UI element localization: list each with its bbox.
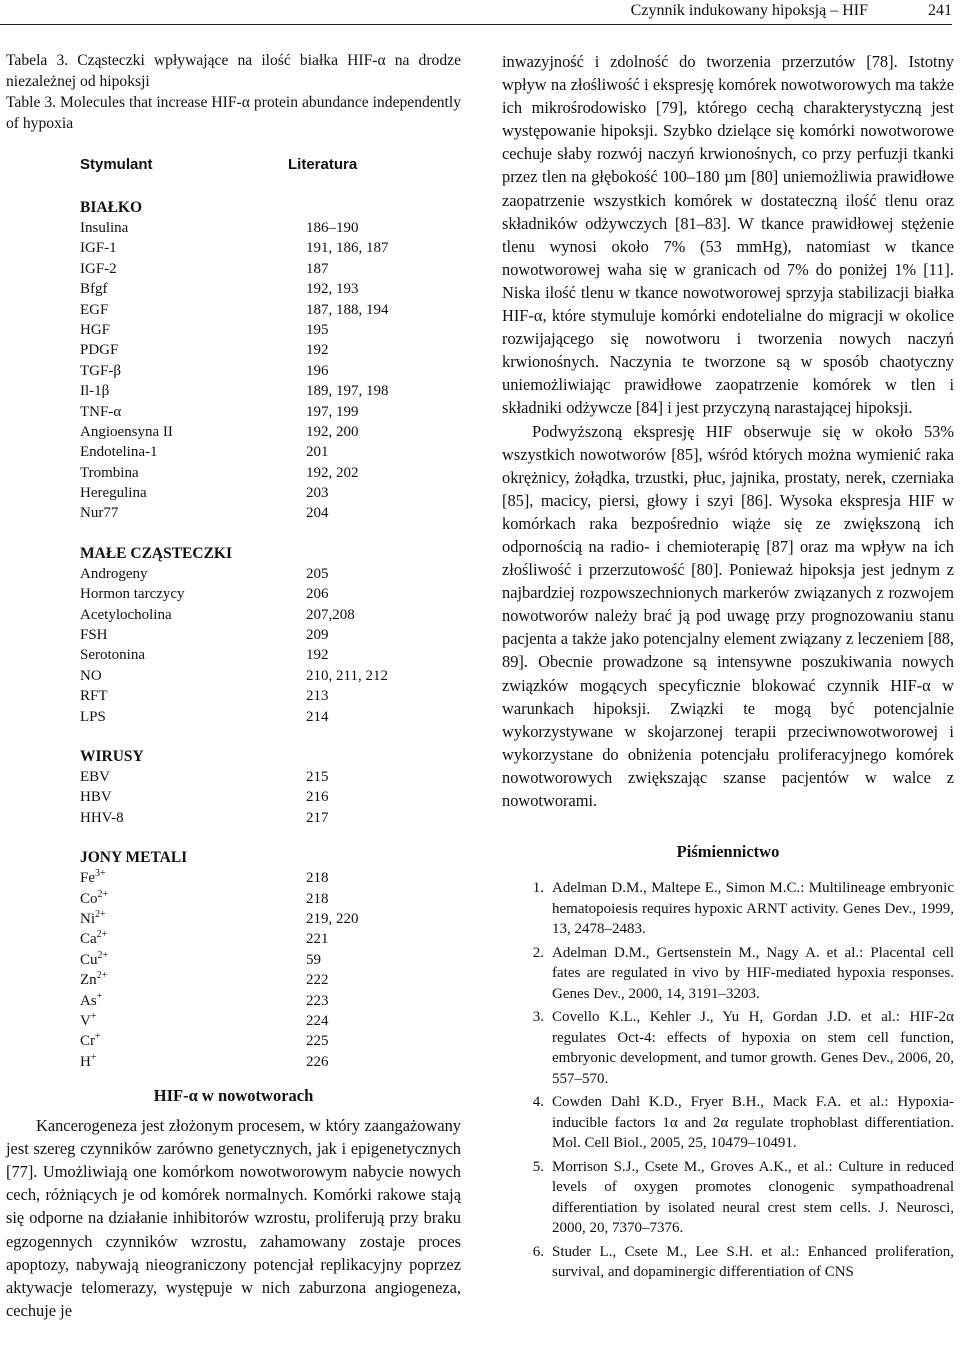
stimulant-cell — [80, 340, 306, 360]
stimulant-cell — [80, 929, 306, 949]
table-row — [80, 503, 440, 523]
table-section — [80, 197, 440, 524]
stimulant-name: TGF-β — [80, 362, 121, 379]
table-row — [80, 442, 440, 462]
table-row — [80, 422, 440, 442]
stimulant-cell — [80, 889, 306, 909]
table-row — [80, 1052, 440, 1072]
table-row — [80, 402, 440, 422]
table-row — [80, 483, 440, 503]
literature-cell: 210, 211, 212 — [306, 667, 388, 684]
table-row — [80, 218, 440, 238]
reference-item — [502, 1092, 954, 1154]
literature-cell: 218 — [306, 870, 329, 887]
literature-cell: 206 — [306, 586, 329, 603]
reference-number: 3. — [532, 1009, 544, 1026]
stimulant-name: HBV — [80, 789, 112, 806]
table-row — [80, 666, 440, 686]
literature-cell: 191, 186, 187 — [306, 240, 389, 257]
ion-charge: 2+ — [96, 929, 108, 941]
table-row — [80, 320, 440, 340]
stimulant-name: Il-1β — [80, 383, 110, 400]
stimulant-cell — [80, 218, 306, 238]
literature-cell: 222 — [306, 972, 329, 989]
stimulant-name: RFT — [80, 688, 108, 705]
stimulant-name: Nur77 — [80, 505, 119, 522]
reference-text: Covello K.L., Kehler J., Yu H, Gordan J.D. et al.: HIF-2α regulates Oct-4: effects of hypoxia on stem cell function, embryonic development, and tumor growth. Genes Dev., 2006, 20, 557–570. — [552, 1009, 954, 1087]
stimulant-name: Fe — [80, 870, 95, 887]
stimulant-name: Ni — [80, 910, 95, 927]
running-head — [0, 0, 952, 25]
page-number: 241 — [928, 2, 952, 19]
stimulant-name: H — [80, 1053, 91, 1070]
stimulant-cell — [80, 950, 306, 970]
reference-item — [502, 1157, 954, 1239]
table-row — [80, 1031, 440, 1051]
stimulant-name: Insulina — [80, 220, 129, 236]
reference-number: 2. — [532, 944, 544, 961]
literature-cell: 192 — [306, 647, 329, 664]
literature-cell: 192, 202 — [306, 464, 359, 481]
literature-cell: 224 — [306, 1012, 329, 1029]
table-row — [80, 767, 440, 787]
stimulant-name: HGF — [80, 321, 111, 338]
stimulant-name: Co — [80, 890, 98, 907]
stimulant-cell — [80, 320, 306, 340]
stimulant-cell — [80, 1052, 306, 1072]
stimulant-cell — [80, 361, 306, 381]
stimulant-cell — [80, 381, 306, 401]
table-row — [80, 889, 440, 909]
stimulant-cell — [80, 707, 306, 727]
header-stimulant: Stymulant — [80, 156, 153, 173]
stimulant-cell — [80, 767, 306, 787]
table-row — [80, 279, 440, 299]
stimulant-cell — [80, 645, 306, 665]
stimulant-name: V — [80, 1012, 91, 1029]
stimulant-cell — [80, 787, 306, 807]
table-row — [80, 868, 440, 888]
table-row — [80, 605, 440, 625]
ion-charge: 2+ — [97, 888, 109, 900]
reference-text: Adelman D.M., Gertsenstein M., Nagy A. et al.: Placental cell fates are regulated in vivo by HIF-mediated hypoxia responses. Genes Dev., 2000, 14, 3191–3203. — [552, 944, 954, 1002]
stimulant-cell — [80, 991, 306, 1011]
left-column — [6, 50, 461, 1322]
ion-charge: 2+ — [96, 970, 108, 982]
table-row — [80, 686, 440, 706]
table-row — [80, 381, 440, 401]
literature-cell: 214 — [306, 708, 329, 725]
literature-cell: 205 — [306, 565, 329, 582]
stimulant-cell — [80, 666, 306, 686]
stimulant-name: Cu — [80, 951, 98, 968]
table-section — [80, 543, 440, 727]
stimulant-name: Endotelina-1 — [80, 444, 158, 461]
reference-item — [502, 943, 954, 1005]
stimulant-cell — [80, 238, 306, 258]
literature-cell: 225 — [306, 1033, 329, 1050]
stimulant-name: Zn — [80, 972, 97, 989]
stimulant-cell — [80, 564, 306, 584]
table-section-title: JONY METALI — [80, 849, 188, 867]
running-head-title: Czynnik indukowany hipoksją – HIF — [630, 2, 868, 19]
table-row — [80, 808, 440, 828]
stimulant-cell — [80, 686, 306, 706]
ion-charge: + — [90, 1010, 97, 1022]
stimulant-name: Ca — [80, 931, 97, 948]
literature-cell: 204 — [306, 505, 329, 522]
reference-item — [502, 1242, 954, 1283]
stimulant-cell — [80, 605, 306, 625]
literature-cell: 197, 199 — [306, 403, 359, 420]
stimulant-cell — [80, 259, 306, 279]
table-section-title: BIAŁKO — [80, 199, 143, 216]
table-row — [80, 991, 440, 1011]
stimulant-cell — [80, 503, 306, 523]
literature-cell: 216 — [306, 789, 329, 806]
literature-cell: 192, 200 — [306, 423, 359, 440]
stimulant-name: EBV — [80, 768, 110, 785]
stimulant-name: IGF-1 — [80, 240, 117, 257]
stimulant-cell — [80, 868, 306, 888]
stimulant-cell — [80, 808, 306, 828]
table-section — [80, 746, 440, 828]
literature-cell: 192 — [306, 342, 329, 359]
stimulants-table — [80, 156, 440, 1072]
stimulant-name: NO — [80, 667, 102, 684]
reference-text: Cowden Dahl K.D., Fryer B.H., Mack F.A. et al.: Hypoxia-inducible factors 1α and 2α regulate trophoblast differentiation. Mol. Cell Biol., 2005, 25, 10479–10491. — [552, 1094, 954, 1152]
table-section-title: MAŁE CZĄSTECZKI — [80, 544, 233, 562]
stimulant-name: FSH — [80, 627, 108, 644]
reference-item — [502, 878, 954, 940]
literature-cell: 189, 197, 198 — [306, 383, 389, 400]
ion-charge: + — [95, 1031, 101, 1043]
stimulant-name: LPS — [80, 708, 106, 725]
literature-cell: 201 — [306, 444, 329, 461]
stimulant-cell — [80, 970, 306, 990]
stimulant-name: HHV-8 — [80, 809, 124, 826]
stimulant-cell — [80, 279, 306, 299]
stimulant-name: Acetylocholina — [80, 606, 172, 623]
literature-cell: 59 — [306, 951, 321, 968]
ion-charge: 2+ — [95, 908, 106, 920]
stimulant-name: Serotonina — [80, 647, 145, 664]
stimulant-cell — [80, 625, 306, 645]
literature-cell: 187 — [306, 260, 329, 277]
literature-cell: 218 — [306, 890, 329, 907]
references-heading: Piśmiennictwo — [676, 842, 780, 862]
stimulant-name: Trombina — [80, 464, 139, 481]
stimulant-name: Androgeny — [80, 565, 148, 582]
literature-cell: 203 — [306, 485, 329, 502]
stimulant-cell — [80, 402, 306, 422]
ion-charge: + — [90, 1051, 97, 1063]
stimulant-cell — [80, 463, 306, 483]
stimulant-cell — [80, 584, 306, 604]
table-row — [80, 564, 440, 584]
stimulant-cell — [80, 300, 306, 320]
stimulant-name: Heregulina — [80, 485, 147, 502]
body-paragraph: Kancerogeneza jest złożonym procesem, w który zaangażowany jest szereg czynników zarówno genetycznych, jak i epigenetycznych [77]. Umożliwiają one komórkom nowotworowym nabycie nowych cech, różniących je od komórek normalnych. Komórki rakowe stają się odporne na działanie inhibitorów wzrostu, proliferują przy braku egzogennych czynników wzrostu, zahamowany zostaje proces apoptozy, nabywają nieograniczony potencjał replikacyjny poprzez aktywacje telomerazy, występuje w nich zaburzona angiogeneza, cechuje je — [6, 1116, 461, 1320]
reference-number: 5. — [532, 1158, 544, 1175]
reference-number: 1. — [532, 880, 544, 897]
table-row — [80, 707, 440, 727]
table-row — [80, 970, 440, 990]
stimulant-cell — [80, 442, 306, 462]
literature-cell: 215 — [306, 768, 329, 785]
section-heading: HIF-α w nowotworach — [153, 1086, 314, 1106]
reference-text: Studer L., Csete M., Lee S.H. et al.: Enhanced proliferation, survival, and dopaminergic differentiation of CNS — [552, 1243, 954, 1281]
table-row — [80, 950, 440, 970]
table-section-title: WIRUSY — [80, 747, 144, 765]
body-paragraph: inwazyjność i zdolność do tworzenia przerzutów [78]. Istotny wpływ na złośliwość i ekspresję komórek nowotworowych ma także ich mikrośrodowisko [79], którego cechą charakterystyczną jest występowanie hipoksji. Szybko dzielące się komórki nowotworowe cechuje słaby rozwój naczyń krwionośnych, co przy perfuzji tkanki przez tlen na głębokość 100–180 µm [80] uniemożliwia prawidłowe zaopatrzenie wszystkich komórek w dostateczną ilość tlenu oraz składników odżywczych [81–83]. W tkance prawidłowej stężenie tlenu wynosi około 7% (53 mmHg), natomiast w tkance nowotworowej waha się w granicach od 7% do poniżej 1% [11]. Niska ilość tlenu w tkance nowotworowej sprzyja stabilizacji białka HIF-α, które stymuluje komórki endotelialne do migracji w okolice rozwijającego się nowotworu i tworzenia nowych naczyń krwionośnych. Naczynia te tworzone są w sposób chaotyczny uniemożliwiając prawidłowe zaopatrzenie komórek w tlen i składniki odżywcze [84] i jest przyczyną narastającej hipoksji. — [502, 52, 954, 418]
table-row — [80, 300, 440, 320]
references-list — [502, 878, 954, 1283]
table-row — [80, 463, 440, 483]
table-row — [80, 361, 440, 381]
table-row — [80, 238, 440, 258]
reference-number: 4. — [532, 1094, 544, 1111]
literature-cell: 207,208 — [306, 606, 355, 623]
literature-cell: 209 — [306, 627, 329, 644]
reference-text: Morrison S.J., Csete M., Groves A.K., et al.: Culture in reduced levels of oxygen promotes clonogenic sympathoadrenal differentiation by isolated neural crest stem cells. J. Neurosci, 2000, 20, 7370–7376. — [552, 1158, 954, 1237]
ion-charge: 3+ — [95, 868, 106, 880]
stimulant-name: As — [80, 992, 97, 1009]
body-paragraph: Podwyższoną ekspresję HIF obserwuje się w około 53% wszystkich nowotworów [85], wśród których można wymienić raka okrężnicy, żołądka, trzustki, płuc, jajnika, prostaty, nerek, czerniaka [85], macicy, piersi, głowy i szyi [86]. Wysoka ekspresja HIF w komórkach raka bezpośrednio wiąże się ze zwiększoną ich odpornością na radio- i chemioterapię [87] oraz ma wpływ na ich złośliwość i przerzutowość [80]. Ponieważ hipoksja jest jednym z najbardziej rozpowszechnionych markerów związanych z rozwojem nowotworów należy brać ją pod uwagę przy prognozowaniu stanu pacjenta a także jako potencjalny element związany z leczeniem [88, 89]. Obecnie prowadzone są intensywne poszukiwania nowych związków mogących specyficznie blokować czynnik HIF-α w warunkach hipoksji. Związki te mogą być potencjalnie wykorzystywane w skojarzonej terapii przeciwnowotworowej i wykorzystane do obniżenia potencjału proliferacyjnego komórek nowotworowych zwiększając szanse pacjentów w walce z nowotworami. — [502, 421, 954, 810]
literature-cell: 195 — [306, 321, 329, 338]
table-header — [80, 156, 440, 178]
right-column — [502, 50, 954, 1286]
table-caption-en: Table 3. Molecules that increase HIF-α protein abundance independently of hypoxia — [6, 94, 461, 132]
table-body — [80, 197, 440, 1072]
table-row — [80, 787, 440, 807]
table-row — [80, 625, 440, 645]
ion-charge: 2+ — [97, 949, 109, 961]
literature-cell: 196 — [306, 362, 329, 379]
stimulant-name: Bfgf — [80, 281, 108, 298]
literature-cell: 217 — [306, 809, 329, 826]
table-row — [80, 909, 440, 929]
stimulant-name: TNF-α — [80, 403, 122, 420]
table-row — [80, 259, 440, 279]
literature-cell: 213 — [306, 688, 329, 705]
table-caption-pl: Tabela 3. Cząsteczki wpływające na ilość białka HIF-α na drodze niezależnej od hipoksji — [6, 52, 461, 90]
header-literature: Literatura — [288, 156, 358, 173]
table-row — [80, 1011, 440, 1031]
stimulant-cell — [80, 1031, 306, 1051]
literature-cell: 187, 188, 194 — [306, 301, 389, 318]
stimulant-cell — [80, 909, 306, 929]
stimulant-name: PDGF — [80, 342, 119, 359]
literature-cell: 186–190 — [306, 220, 359, 236]
table-row — [80, 645, 440, 665]
literature-cell: 223 — [306, 992, 329, 1009]
reference-text: Adelman D.M., Maltepe E., Simon M.C.: Multilineage embryonic hematopoiesis requires hypoxic ARNT activity. Genes Dev., 1999, 13, 2478–2483. — [552, 880, 954, 938]
stimulant-name: EGF — [80, 301, 109, 318]
stimulant-name: Cr — [80, 1033, 95, 1050]
table-section — [80, 847, 440, 1072]
stimulant-name: Angioensyna II — [80, 423, 173, 440]
table-caption — [6, 50, 461, 134]
reference-number: 6. — [532, 1243, 544, 1260]
literature-cell: 192, 193 — [306, 281, 359, 298]
table-row — [80, 340, 440, 360]
literature-cell: 221 — [306, 931, 329, 948]
stimulant-name: Hormon tarczycy — [80, 586, 185, 603]
table-row — [80, 584, 440, 604]
reference-item — [502, 1007, 954, 1089]
literature-cell: 226 — [306, 1053, 329, 1070]
literature-cell: 219, 220 — [306, 910, 359, 927]
stimulant-cell — [80, 422, 306, 442]
ion-charge: + — [96, 990, 103, 1002]
stimulant-cell — [80, 1011, 306, 1031]
stimulant-name: IGF-2 — [80, 260, 117, 277]
stimulant-cell — [80, 483, 306, 503]
table-row — [80, 929, 440, 949]
